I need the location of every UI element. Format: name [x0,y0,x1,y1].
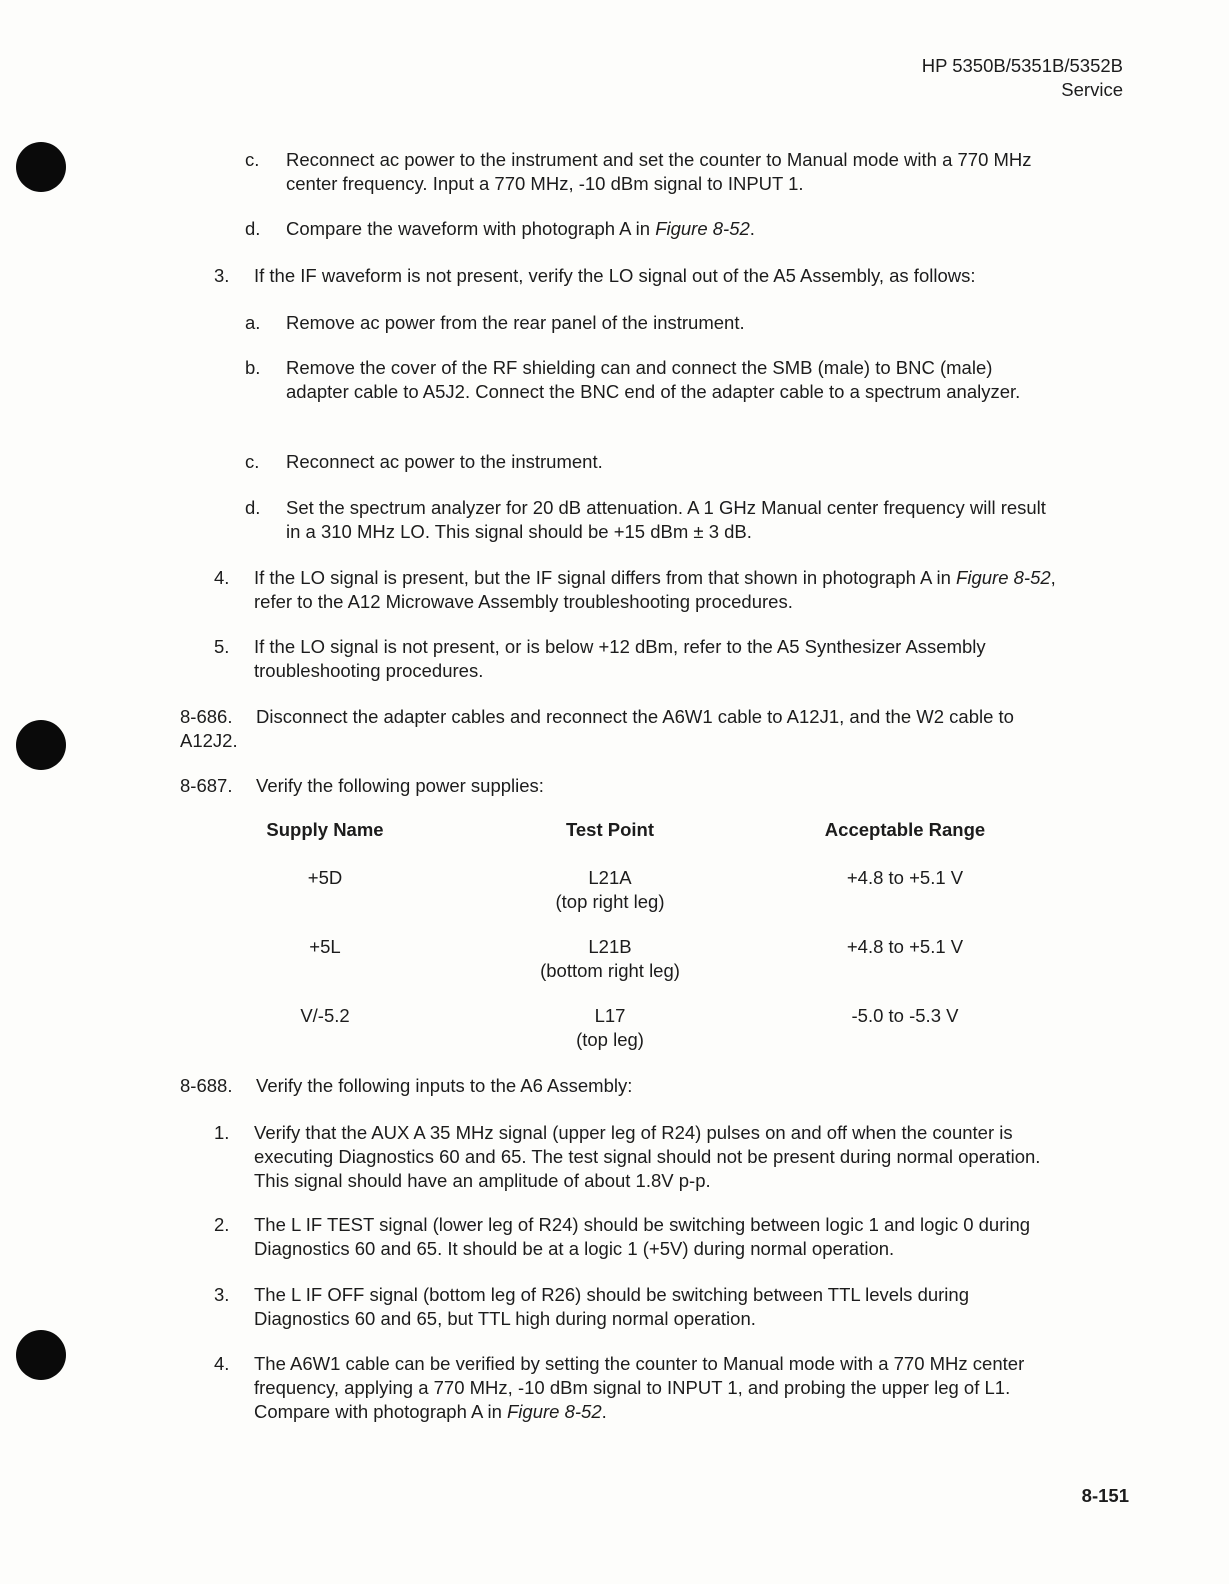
item-text: The A6W1 cable can be verified by setting the counter to Manual mode with a 770 MHz center frequency, applying a 770 MHz, -10 dBm signal to INPUT 1, and probing the upper leg of L1. Compare with photograph A in Figure 8-52. [254,1353,1025,1422]
paragraph-number: 8-686. [180,706,233,727]
paragraph-number: 8-687. [180,775,233,796]
test-point: L17 (top leg) [576,1005,644,1050]
item-text: If the LO signal is present, but the IF signal differs from that shown in photograph A in Figure 8-52, refer to the A12 Microwave Assembly troubleshooting procedures. [254,567,1056,612]
column-header-supply: Supply Name [266,819,384,840]
test-point: L21B (bottom right leg) [540,936,680,981]
item-text: The L IF TEST signal (lower leg of R24) should be switching between logic 1 and logic 0 during Diagnostics 60 and 65. It should be at a logic 1 (+5V) during normal operation. [254,1214,1031,1259]
supply-name: V/-5.2 [300,1005,350,1026]
supply-name: +5L [309,936,341,957]
item-label: d. [245,497,261,518]
page-number: 8-151 [1081,1485,1129,1506]
item-label: 4. [214,1353,230,1374]
supply-name: +5D [307,867,343,888]
item-text: Reconnect ac power to the instrument and set the counter to Manual mode with a 770 MHz center frequency. Input a 770 MHz, -10 dBm signal to INPUT 1. [286,149,1032,194]
figure-reference: Figure 8-52 [507,1401,602,1422]
column-header-range: Acceptable Range [824,819,986,840]
figure-reference: Figure 8-52 [956,567,1051,588]
paragraph-text: Disconnect the adapter cables and reconnect the A6W1 cable to A12J1, and the W2 cable to A12J2. [180,706,1014,751]
item-label: 5. [214,636,230,657]
item-label: c. [245,451,260,472]
header-section: Service [1061,79,1123,100]
item-label: c. [245,149,260,170]
header-model: HP 5350B/5351B/5352B [921,55,1123,76]
item-text: Reconnect ac power to the instrument. [286,451,603,472]
item-label: 4. [214,567,230,588]
item-text: Remove the cover of the RF shielding can and connect the SMB (male) to BNC (male) adapter cable to A5J2. Connect the BNC end of the adapter cable to a spectrum analyzer. [286,357,1021,402]
item-label: b. [245,357,261,378]
paragraph-text: Verify the following power supplies: [256,775,544,796]
binder-hole [16,720,66,770]
item-text: Set the spectrum analyzer for 20 dB attenuation. A 1 GHz Manual center frequency will result in a 310 MHz LO. This signal should be +15 dBm ± 3 dB. [286,497,1046,542]
item-label: d. [245,218,261,239]
binder-hole [16,142,66,192]
item-text: Verify that the AUX A 35 MHz signal (upper leg of R24) pulses on and off when the counter is executing Diagnostics 60 and 65. The test signal should not be present during normal operation. This signal should have an amplitude of about 1.8V p-p. [254,1122,1041,1191]
item-text: Remove ac power from the rear panel of the instrument. [286,312,745,333]
item-text: If the LO signal is not present, or is below +12 dBm, refer to the A5 Synthesizer Assembly troubleshooting procedures. [254,636,986,681]
item-label: 3. [214,1284,230,1305]
figure-reference: Figure 8-52 [655,218,750,239]
paragraph-text: Verify the following inputs to the A6 Assembly: [256,1075,633,1096]
test-point: L21A (top right leg) [555,867,665,912]
acceptable-range: +4.8 to +5.1 V [846,867,964,888]
column-header-test-point: Test Point [565,819,655,840]
paragraph-number: 8-688. [180,1075,233,1096]
item-text: Compare the waveform with photograph A in Figure 8-52. [286,218,755,239]
acceptable-range: -5.0 to -5.3 V [851,1005,959,1026]
item-text: If the IF waveform is not present, verify the LO signal out of the A5 Assembly, as follows: [254,265,976,286]
acceptable-range: +4.8 to +5.1 V [846,936,964,957]
binder-hole [16,1330,66,1380]
item-label: 2. [214,1214,230,1235]
item-label: 3. [214,265,230,286]
item-text: The L IF OFF signal (bottom leg of R26) should be switching between TTL levels during Diagnostics 60 and 65, but TTL high during normal operation. [254,1284,969,1329]
page-header [922,54,1123,102]
item-label: a. [245,312,261,333]
item-label: 1. [214,1122,230,1143]
